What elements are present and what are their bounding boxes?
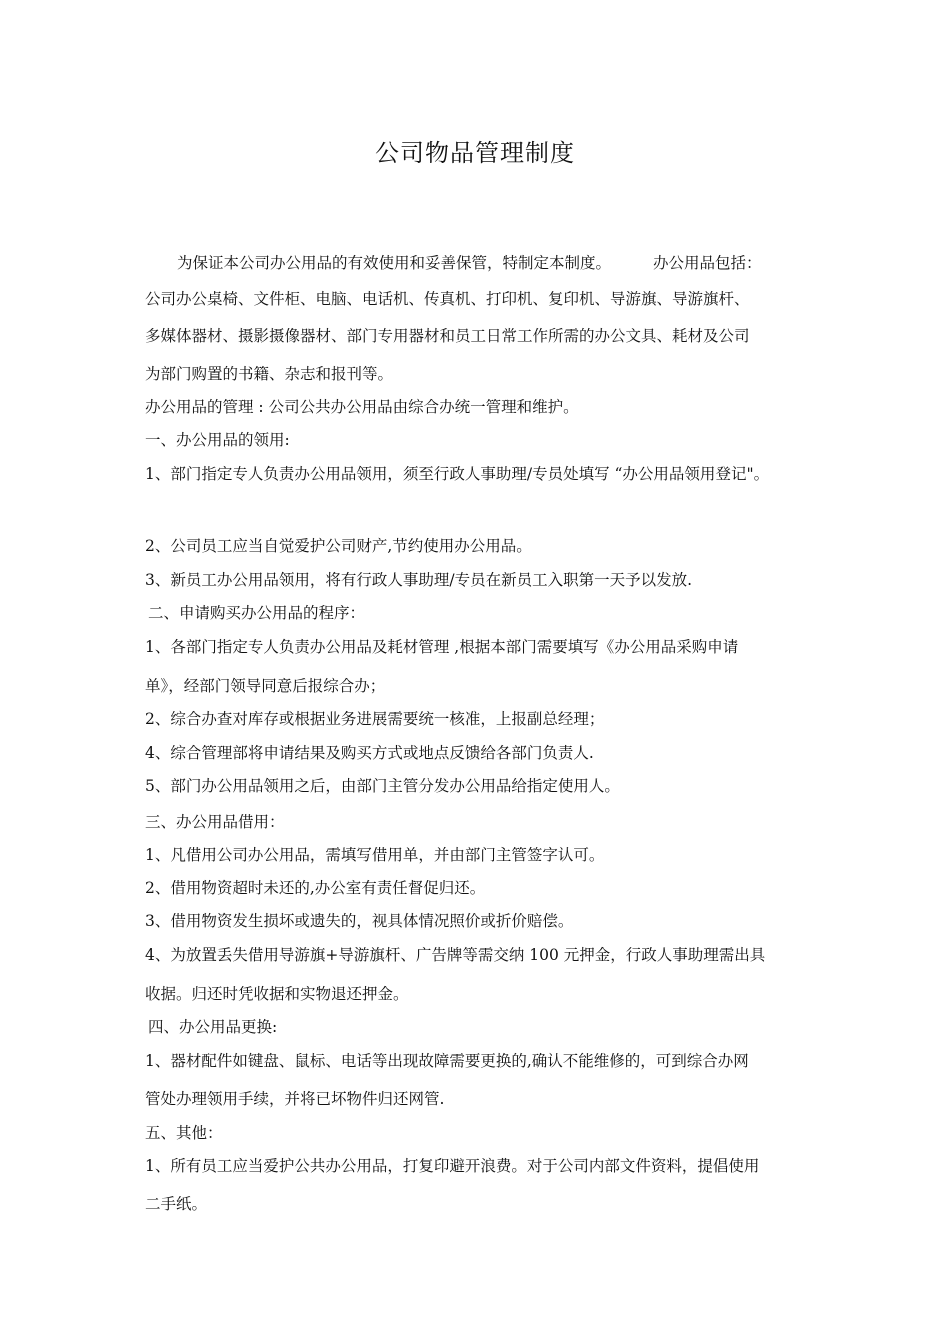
body-line: 5、部门办公用品领用之后，由部门主管分发办公用品给指定使用人。 [145, 777, 620, 795]
intro-text: 为保证本公司办公用品的有效使用和妥善保管，特制定本制度。 [177, 254, 612, 272]
section-heading: 二、申请购买办公用品的程序： [148, 604, 366, 622]
body-line: 管处办理领用手续，并将已坏物件归还网管. [145, 1090, 445, 1108]
body-line: 1、所有员工应当爱护公共办公用品，打复印避开浪费。对于公司内部文件资料，提倡使用 [145, 1157, 760, 1175]
body-line: 二手纸。 [145, 1195, 208, 1213]
body-line: 为部门购置的书籍、杂志和报刊等。 [145, 365, 394, 383]
section-heading: 四、办公用品更换: [148, 1018, 278, 1036]
body-line: 2、借用物资超时未还的,办公室有责任督促归还。 [145, 879, 486, 897]
body-line: 多媒体器材、摄影摄像器材、部门专用器材和员工日常工作所需的办公文具、耗材及公司 [145, 327, 750, 345]
intro-paragraph [177, 253, 857, 273]
body-line: 4、综合管理部将申请结果及购买方式或地点反馈给各部门负责人. [145, 744, 594, 762]
section-heading: 三、办公用品借用： [145, 813, 285, 831]
body-line: 公司办公桌椅、文件柜、电脑、电话机、传真机、打印机、复印机、导游旗、导游旗杆、 [145, 290, 750, 308]
body-line: 2、公司员工应当自觉爱护公司财产,节约使用办公用品。 [145, 537, 532, 555]
body-line: 单》，经部门领导同意后报综合办； [145, 677, 386, 695]
body-line: 3、新员工办公用品领用，将有行政人事助理/专员在新员工入职第一天予以发放. [145, 571, 693, 589]
body-line: 1、凡借用公司办公用品，需填写借用单，并由部门主管签字认可。 [145, 846, 605, 864]
section-heading: 一、办公用品的领用: [145, 431, 290, 449]
section-heading: 五、其他： [145, 1124, 223, 1142]
body-line: 1、各部门指定专人负责办公用品及耗材管理 ,根据本部门需要填写《办公用品采购申请 [145, 638, 739, 656]
body-line: 4、为放置丢失借用导游旗+导游旗杆、广告牌等需交纳 100 元押金，行政人事助理需出具 [145, 946, 766, 964]
document-title: 公司物品管理制度 [375, 139, 575, 167]
management-line: 办公用品的管理 : 公司公共办公用品由综合办统一管理和维护。 [145, 398, 579, 416]
body-line: 收据。归还时凭收据和实物退还押金。 [145, 985, 409, 1003]
body-line: 1、器材配件如键盘、鼠标、电话等出现故障需要更换的,确认不能维修的，可到综合办网 [145, 1052, 749, 1070]
body-line: 1、部门指定专人负责办公用品领用，须至行政人事助理/专员处填写 “办公用品领用登记"。 [145, 465, 770, 483]
body-line: 2、综合办查对库存或根据业务进展需要统一核准，上报副总经理； [145, 710, 605, 728]
intro-items-label: 办公用品包括： [653, 254, 762, 272]
body-line: 3、借用物资发生损坏或遗失的，视具体情况照价或折价赔偿。 [145, 912, 574, 930]
